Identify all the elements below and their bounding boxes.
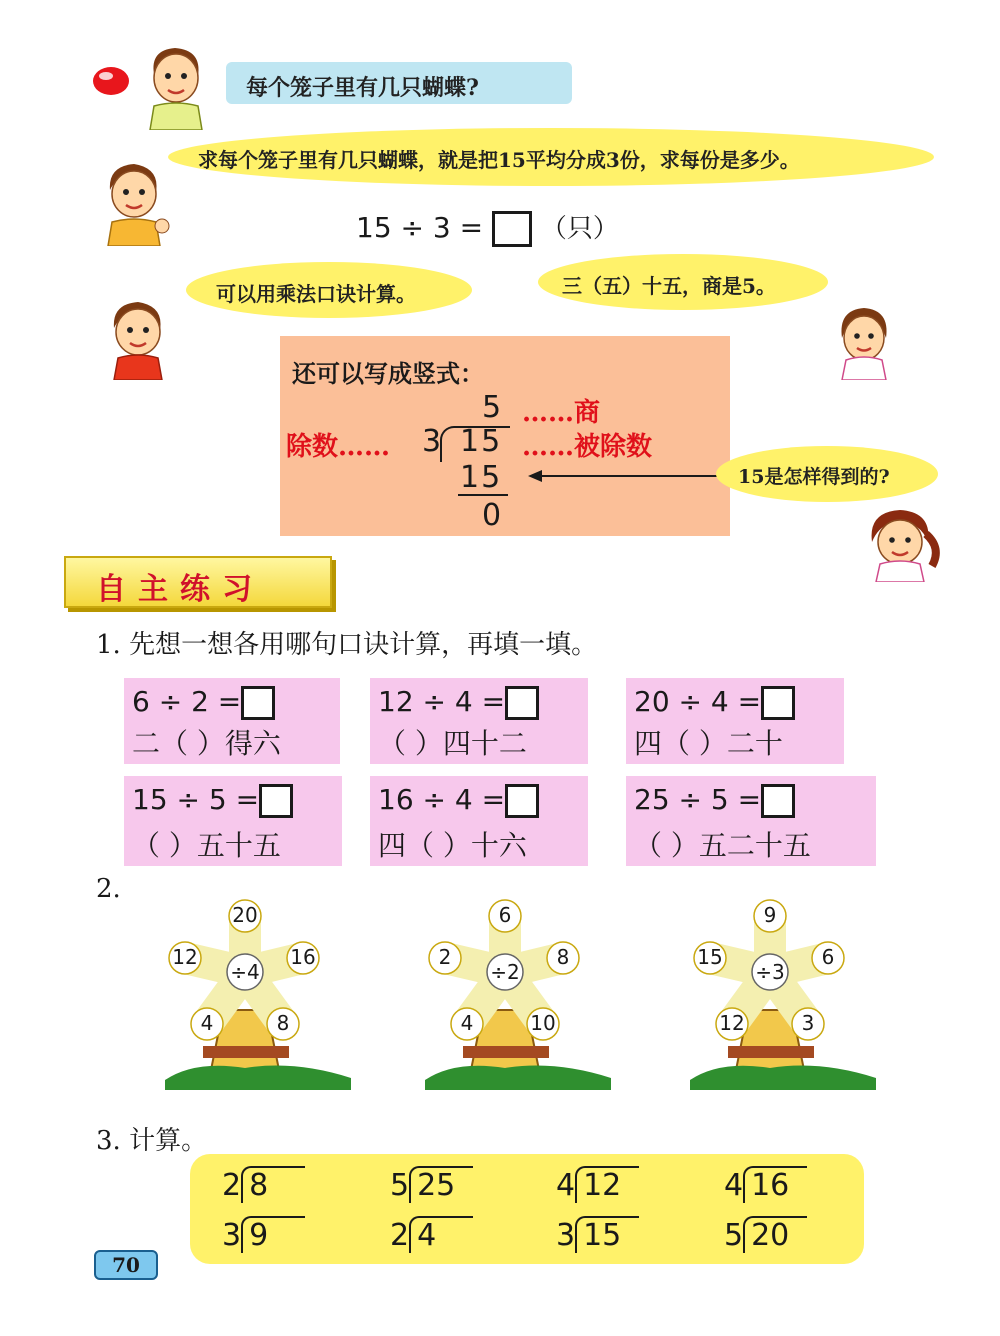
calc-divisor: 5 [390, 1168, 410, 1203]
answer-box[interactable] [761, 686, 795, 720]
quotient-label: ……商 [522, 398, 601, 428]
q1-equation: 16 ÷ 4 = [378, 783, 506, 816]
calc-divisor: 2 [390, 1218, 410, 1253]
calc-dividend: 8 [241, 1166, 305, 1203]
boy-character-icon [142, 44, 208, 130]
q1-item [124, 776, 342, 866]
calc-problem [724, 1166, 807, 1203]
windmill-petal-number: 20 [232, 903, 258, 927]
calc-dividend: 4 [409, 1216, 473, 1253]
answer-box[interactable] [505, 784, 539, 818]
girl-character-icon [834, 302, 894, 380]
windmill-petal-number: 6 [498, 903, 512, 927]
equation-expression: 15 ÷ 3 = [356, 211, 484, 244]
calc-problem [390, 1166, 473, 1203]
windmill-divisor: ÷2 [490, 960, 520, 984]
girl-ponytail-icon [862, 504, 942, 582]
calc-problem [222, 1166, 305, 1203]
rhyme-text: 三（五）十五，商是5。 [562, 274, 776, 298]
boy-red-shirt-icon [102, 298, 174, 380]
windmill-petal-number: 2 [438, 945, 452, 969]
explanation-text: 求每个笼子里有几只蝴蝶，就是把15平均分成3份，求每份是多少。 [198, 148, 800, 172]
calc-problem [724, 1216, 807, 1253]
calc-problem [556, 1166, 639, 1203]
calc-dividend: 9 [241, 1216, 305, 1253]
calc-divisor: 2 [222, 1168, 242, 1203]
windmill-petal-number: 12 [172, 945, 198, 969]
long-division-title: 还可以写成竖式： [292, 359, 484, 388]
windmill [155, 890, 355, 1090]
q1-rhyme: 四（ ）十六 [378, 829, 527, 862]
divisor: 3 [422, 424, 442, 459]
calc-dividend: 16 [743, 1166, 807, 1203]
windmill-petal-number: 6 [821, 945, 835, 969]
q1-rhyme: （ ）四十二 [378, 727, 527, 760]
q1-rhyme: 四（ ）二十 [634, 727, 783, 760]
windmill-petal-number: 4 [200, 1011, 214, 1035]
equation [356, 208, 619, 247]
windmill-petal-number: 10 [530, 1011, 556, 1035]
calc-divisor: 4 [724, 1168, 744, 1203]
windmill-petal-number: 9 [763, 903, 777, 927]
calc-dividend: 20 [743, 1216, 807, 1253]
product: 15 [460, 460, 503, 495]
calc-divisor: 5 [724, 1218, 744, 1253]
windmill-petal-number: 3 [801, 1011, 815, 1035]
windmill [680, 890, 880, 1090]
q2-title: 2. [96, 874, 121, 904]
windmill-petal-number: 8 [556, 945, 570, 969]
q1-item [124, 678, 340, 764]
page-number-badge [94, 1250, 158, 1280]
answer-box[interactable] [505, 686, 539, 720]
q1-equation: 15 ÷ 5 = [132, 783, 260, 816]
multiplication-hint-text: 可以用乘法口诀计算。 [216, 282, 416, 306]
q1-item [370, 776, 588, 866]
calc-problem [390, 1216, 473, 1253]
answer-box[interactable] [259, 784, 293, 818]
practice-banner [64, 556, 332, 608]
subtraction-line [458, 494, 508, 496]
q1-rhyme: （ ）五二十五 [634, 829, 811, 862]
q1-rhyme: （ ）五十五 [132, 829, 281, 862]
q1-item [626, 678, 844, 764]
dividend: 15 [460, 424, 503, 459]
windmill-divisor: ÷4 [230, 960, 260, 984]
question-15-text: 15是怎样得到的? [738, 466, 890, 488]
dividend-label: ……被除数 [522, 432, 653, 462]
q1-equation: 12 ÷ 4 = [378, 685, 506, 718]
page-number: 70 [112, 1253, 140, 1277]
section-marker-icon [92, 66, 130, 96]
divisor-label: 除数…… [286, 432, 391, 462]
windmill-petal-number: 12 [719, 1011, 745, 1035]
windmill-petal-number: 16 [290, 945, 316, 969]
calc-dividend: 25 [409, 1166, 473, 1203]
question-15-bubble [716, 446, 938, 502]
q1-equation: 20 ÷ 4 = [634, 685, 762, 718]
q1-equation: 25 ÷ 5 = [634, 783, 762, 816]
remainder: 0 [482, 498, 502, 533]
answer-box[interactable] [492, 211, 532, 247]
calc-divisor: 3 [222, 1218, 242, 1253]
windmill-petal-number: 15 [697, 945, 723, 969]
calc-divisor: 3 [556, 1218, 576, 1253]
answer-box[interactable] [761, 784, 795, 818]
q1-item [626, 776, 876, 866]
calc-dividend: 12 [575, 1166, 639, 1203]
boy-yellow-shirt-icon [98, 160, 170, 246]
calc-problem [222, 1216, 305, 1253]
windmill [415, 890, 615, 1090]
arrow-icon [528, 468, 728, 487]
answer-box[interactable] [241, 686, 275, 720]
windmill-petal-number: 8 [276, 1011, 290, 1035]
calc-divisor: 4 [556, 1168, 576, 1203]
q1-title: 1. 先想一想各用哪句口诀计算，再填一填。 [96, 630, 598, 660]
question-bubble [226, 62, 572, 104]
rhyme-bubble [538, 254, 828, 310]
q1-item [370, 678, 588, 764]
explanation-bubble [168, 128, 934, 186]
question-text: 每个笼子里有几只蝴蝶? [246, 75, 479, 101]
quotient: 5 [482, 390, 502, 425]
q3-title: 3. 计算。 [96, 1126, 208, 1156]
windmill-petal-number: 4 [460, 1011, 474, 1035]
equation-unit: （只） [540, 214, 619, 244]
windmill-divisor: ÷3 [755, 960, 785, 984]
multiplication-hint-bubble [186, 262, 472, 318]
practice-banner-text: 自主练习 [96, 572, 264, 607]
calc-problem [556, 1216, 639, 1253]
q1-rhyme: 二（ ）得六 [132, 727, 281, 760]
calc-dividend: 15 [575, 1216, 639, 1253]
q1-equation: 6 ÷ 2 = [132, 685, 242, 718]
